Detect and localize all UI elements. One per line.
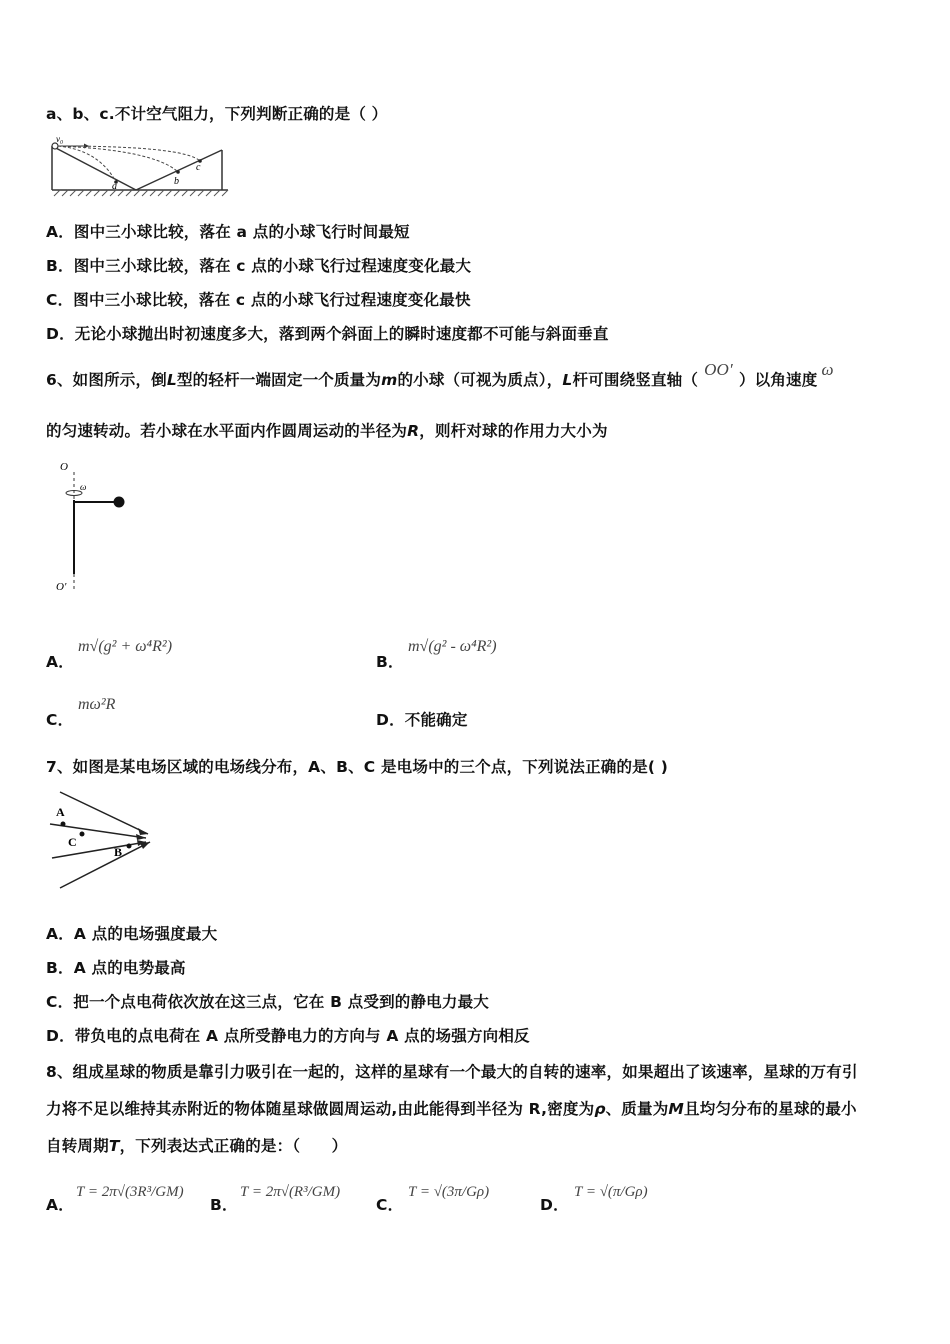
axis-bottom-label: O'	[56, 581, 67, 593]
q7-option-d: D．带负电的点电荷在 A 点所受静电力的方向与 A 点的场强方向相反	[46, 1027, 530, 1045]
q8-option-c-formula: T = √(3π/Gρ)	[408, 1184, 490, 1200]
q8-option-a-label: A．	[46, 1196, 74, 1214]
q6-option-c-label: C．	[46, 711, 74, 729]
q8-stem-line2: 力将不足以维持其赤附近的物体随星球做圆周运动,由此能得到半径为 R,密度为ρ、质量为M且均匀分布的星球的最小	[46, 1100, 857, 1118]
q5-option-c: C．图中三小球比较，落在 c 点的小球飞行过程速度变化最快	[46, 291, 471, 309]
point-B-label: B	[114, 845, 123, 859]
omega-symbol: ω	[821, 360, 834, 379]
q7-field-line-figure	[46, 788, 164, 892]
q6-rod-figure	[52, 456, 132, 596]
q6-option-b-formula: m√(g² - ω⁴R²)	[408, 638, 497, 655]
axis-top-label: O	[60, 461, 68, 473]
q6-option-a-formula: m√(g² + ω⁴R²)	[78, 638, 173, 655]
q5-option-d: D．无论小球抛出时初速度多大，落到两个斜面上的瞬时速度都不可能与斜面垂直	[46, 325, 609, 343]
q5-option-b: B．图中三小球比较，落在 c 点的小球飞行过程速度变化最大	[46, 257, 472, 275]
q8-option-d-label: D．	[540, 1196, 569, 1214]
q5-option-a: A．图中三小球比较，落在 a 点的小球飞行时间最短	[46, 223, 410, 241]
axis-symbol: OO′	[704, 360, 733, 379]
point-b-label: b	[174, 176, 179, 187]
q8-option-c-label: C．	[376, 1196, 404, 1214]
q6-stem-line2: 的匀速转动。若小球在水平面内作圆周运动的半径为R，则杆对球的作用力大小为	[46, 422, 608, 440]
q8-stem-line3: 自转周期T，下列表达式正确的是：（ ）	[46, 1137, 348, 1155]
q6-option-d: D．不能确定	[376, 711, 468, 729]
q5-slope-figure	[44, 132, 232, 198]
point-C-label: C	[68, 835, 77, 849]
q8-option-a-formula: T = 2π√(3R³/GM)	[76, 1184, 184, 1200]
point-A-label: A	[56, 805, 65, 819]
omega-label: ω	[80, 482, 87, 492]
point-c-label: c	[196, 162, 201, 173]
q6-option-c-formula: mω²R	[78, 696, 116, 713]
q8-option-b-label: B．	[210, 1196, 238, 1214]
q7-stem: 7、如图是某电场区域的电场线分布，A、B、C 是电场中的三个点，下列说法正确的是( )	[46, 758, 669, 776]
q8-option-b-formula: T = 2π√(R³/GM)	[240, 1184, 341, 1200]
q7-option-a: A．A 点的电场强度最大	[46, 925, 218, 943]
q7-option-c: C．把一个点电荷依次放在这三点，它在 B 点受到的静电力最大	[46, 993, 489, 1011]
q7-option-b: B．A 点的电势最高	[46, 959, 186, 977]
v0-label: v₀	[56, 134, 64, 144]
q6-stem-line1: 6、如图所示，倒L型的轻杆一端固定一个质量为m的小球（可视为质点），L杆可围绕竖直轴（OO′）以角速度ω	[46, 360, 834, 389]
q8-stem-line1: 8、组成星球的物质是靠引力吸引在一起的，这样的星球有一个最大的自转的速率，如果超出了该速率，星球的万有引	[46, 1063, 858, 1081]
q8-option-d-formula: T = √(π/Gρ)	[574, 1184, 648, 1200]
q6-option-b-label: B．	[376, 653, 404, 671]
q5-intro: a、b、c.不计空气阻力，下列判断正确的是（ ）	[46, 105, 388, 123]
point-a-label: a	[112, 181, 117, 192]
q6-option-a-label: A．	[46, 653, 74, 671]
